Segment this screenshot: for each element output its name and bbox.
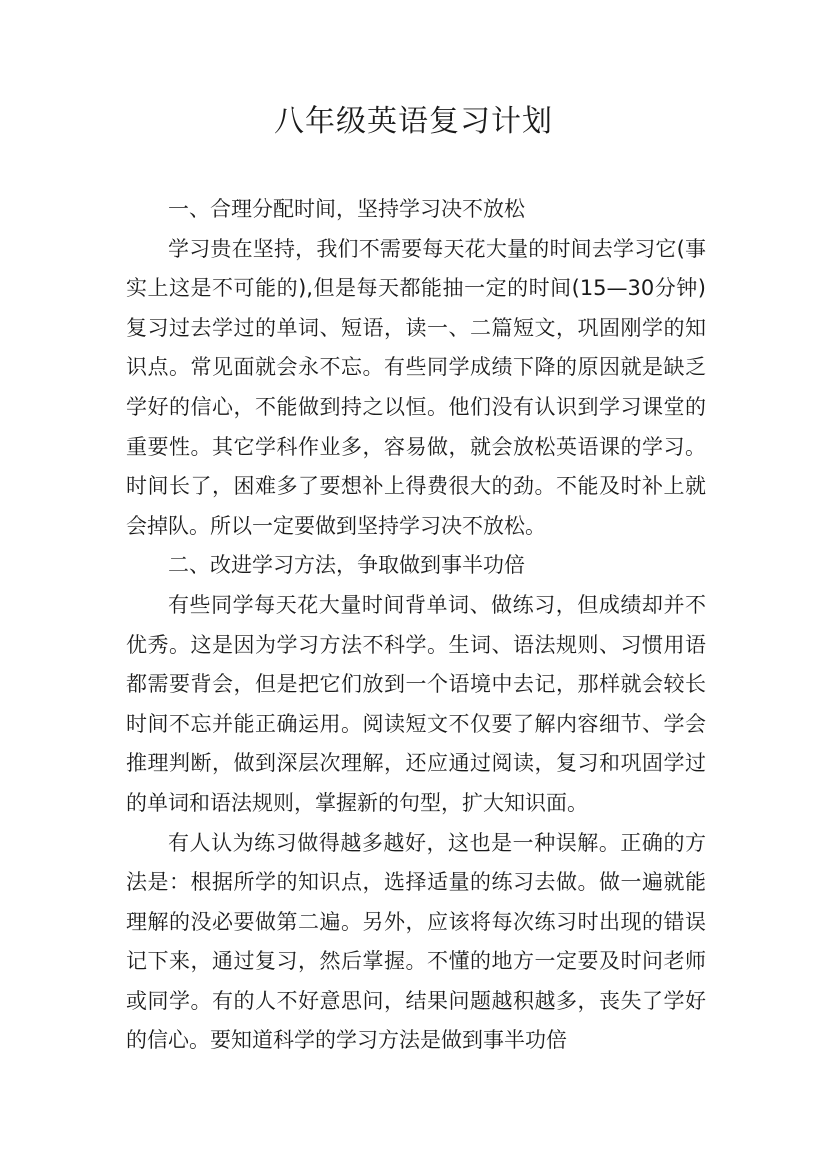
paragraph-3: 有人认为练习做得越多越好，这也是一种误解。正确的方法是：根据所学的知识点，选择适量的练习去做。做一遍就能理解的没必要做第二遍。另外，应该将每次练习时出现的错误记下来，通过复习，然后掌握。不懂的地方一定要及时问老师或同学。有的人不好意思问，结果问题越积越多，丧失了学好的信心。要知道科学的学习方法是做到事半功倍 [126, 830, 706, 1053]
paragraph-1: 学习贵在坚持，我们不需要每天花大量的时间去学习它(事实上这是不可能的),但是每天都能抽一定的时间(15—30分钟)复习过去学过的单词、短语，读一、二篇短文，巩固刚学的知识点。常见面就会永不忘。有些同学成绩下降的原因就是缺乏学好的信心，不能做到持之以恒。他们没有认识到学习课堂的重要性。其它学科作业多，容易做，就会放松英语课的学习。时间长了，困难多了要想补上得费很大的劲。不能及时补上就会掉队。所以一定要做到坚持学习决不放松。 [126, 236, 706, 538]
document-title: 八年级英语复习计划 [274, 104, 553, 139]
section-heading-1: 一、合理分配时间，坚持学习决不放松 [168, 197, 525, 221]
section-heading-2: 二、改进学习方法，争取做到事半功倍 [168, 553, 525, 578]
paragraph-2: 有些同学每天花大量时间背单词、做练习，但成绩却并不优秀。这是因为学习方法不科学。生词、语法规则、习惯用语都需要背会，但是把它们放到一个语境中去记，那样就会较长时间不忘并能正确运用。阅读短文不仅要了解内容细节、学会推理判断，做到深层次理解，还应通过阅读，复习和巩固学过的单词和语法规则，掌握新的句型，扩大知识面。 [126, 592, 706, 815]
document-body [126, 190, 706, 1061]
